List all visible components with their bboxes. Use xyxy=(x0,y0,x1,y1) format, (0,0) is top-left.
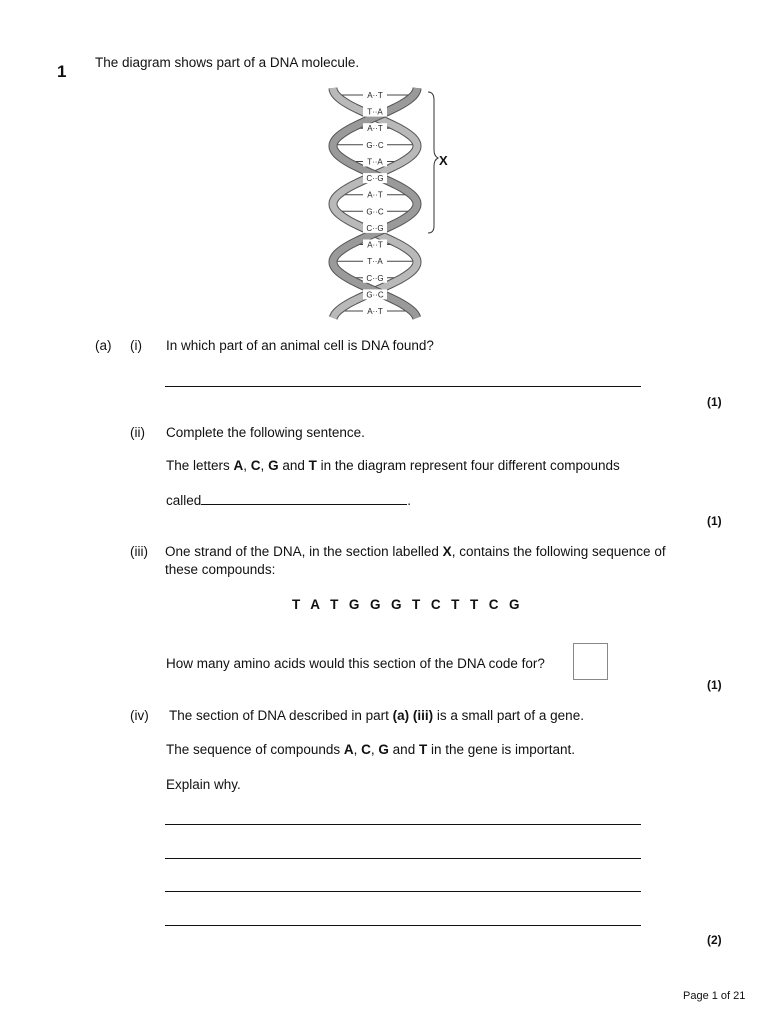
part-iv-label: (iv) xyxy=(130,708,149,723)
base-pair-label: C··G xyxy=(366,174,384,184)
base-pair-label: G··C xyxy=(366,290,384,300)
base-pair-label: C··G xyxy=(366,223,384,233)
marks-iii: (1) xyxy=(707,678,722,692)
part-a-label: (a) xyxy=(95,338,112,353)
answer-line-iv-2[interactable] xyxy=(165,858,641,859)
page-number: Page 1 of 21 xyxy=(683,990,746,1002)
part-iii-label: (iii) xyxy=(130,544,148,559)
dna-diagram xyxy=(320,86,460,322)
answer-line-iv-1[interactable] xyxy=(165,824,641,825)
answer-line-iv-4[interactable] xyxy=(165,925,641,926)
part-ii-label: (ii) xyxy=(130,425,145,440)
marks-iv: (2) xyxy=(707,933,722,947)
answer-box-iii[interactable] xyxy=(573,643,608,680)
part-iii-line1: One strand of the DNA, in the section labelled X, contains the following sequence of xyxy=(165,544,666,559)
base-pair-label: T··A xyxy=(367,107,383,117)
base-pair-label: T··A xyxy=(367,257,383,267)
question-number: 1 xyxy=(57,62,67,81)
helix-strand-outline xyxy=(333,88,417,318)
base-pair-label: G··C xyxy=(366,207,384,217)
base-pair-label: A··T xyxy=(367,91,383,100)
part-ii-sentence: The letters A, C, G and T in the diagram represent four different compounds xyxy=(166,458,620,473)
part-iv-line2: The sequence of compounds A, C, G and T in the gene is important. xyxy=(166,742,576,757)
part-iii-question: How many amino acids would this section of the DNA code for? xyxy=(166,656,545,671)
question-intro: The diagram shows part of a DNA molecule. xyxy=(95,55,360,70)
marks-ii: (1) xyxy=(707,514,722,528)
marks-i: (1) xyxy=(707,395,722,409)
base-pair-label: A··T xyxy=(367,240,383,250)
section-bracket xyxy=(428,92,438,233)
answer-line-i[interactable] xyxy=(165,386,641,387)
helix-strand xyxy=(333,88,417,318)
helix-strand-outline xyxy=(333,88,417,318)
dna-sequence: T A T G G G T C T T C G xyxy=(292,597,523,612)
base-pair-label: A··T xyxy=(367,190,383,200)
answer-blank-ii[interactable] xyxy=(201,492,407,505)
helix-strand xyxy=(333,88,417,318)
base-labels xyxy=(363,90,387,316)
answer-line-iv-3[interactable] xyxy=(165,891,641,892)
part-ii-instruction: Complete the following sentence. xyxy=(166,425,365,440)
base-pair-label: G··C xyxy=(366,140,384,150)
section-label-x: X xyxy=(439,153,448,168)
part-iv-line1: The section of DNA described in part (a) (iii) is a small part of a gene. xyxy=(169,708,584,723)
part-iv-line3: Explain why. xyxy=(166,777,241,792)
base-pair-label: A··T xyxy=(367,124,383,134)
base-pair-label: A··T xyxy=(367,307,383,316)
part-i-label: (i) xyxy=(130,338,142,353)
part-iii-line2: these compounds: xyxy=(165,562,276,577)
base-pair-label: C··G xyxy=(366,273,384,283)
part-ii-called: called . xyxy=(166,493,412,508)
base-pair-label: T··A xyxy=(367,157,383,167)
helix-strands xyxy=(333,88,417,318)
part-i-question: In which part of an animal cell is DNA found? xyxy=(166,338,434,353)
